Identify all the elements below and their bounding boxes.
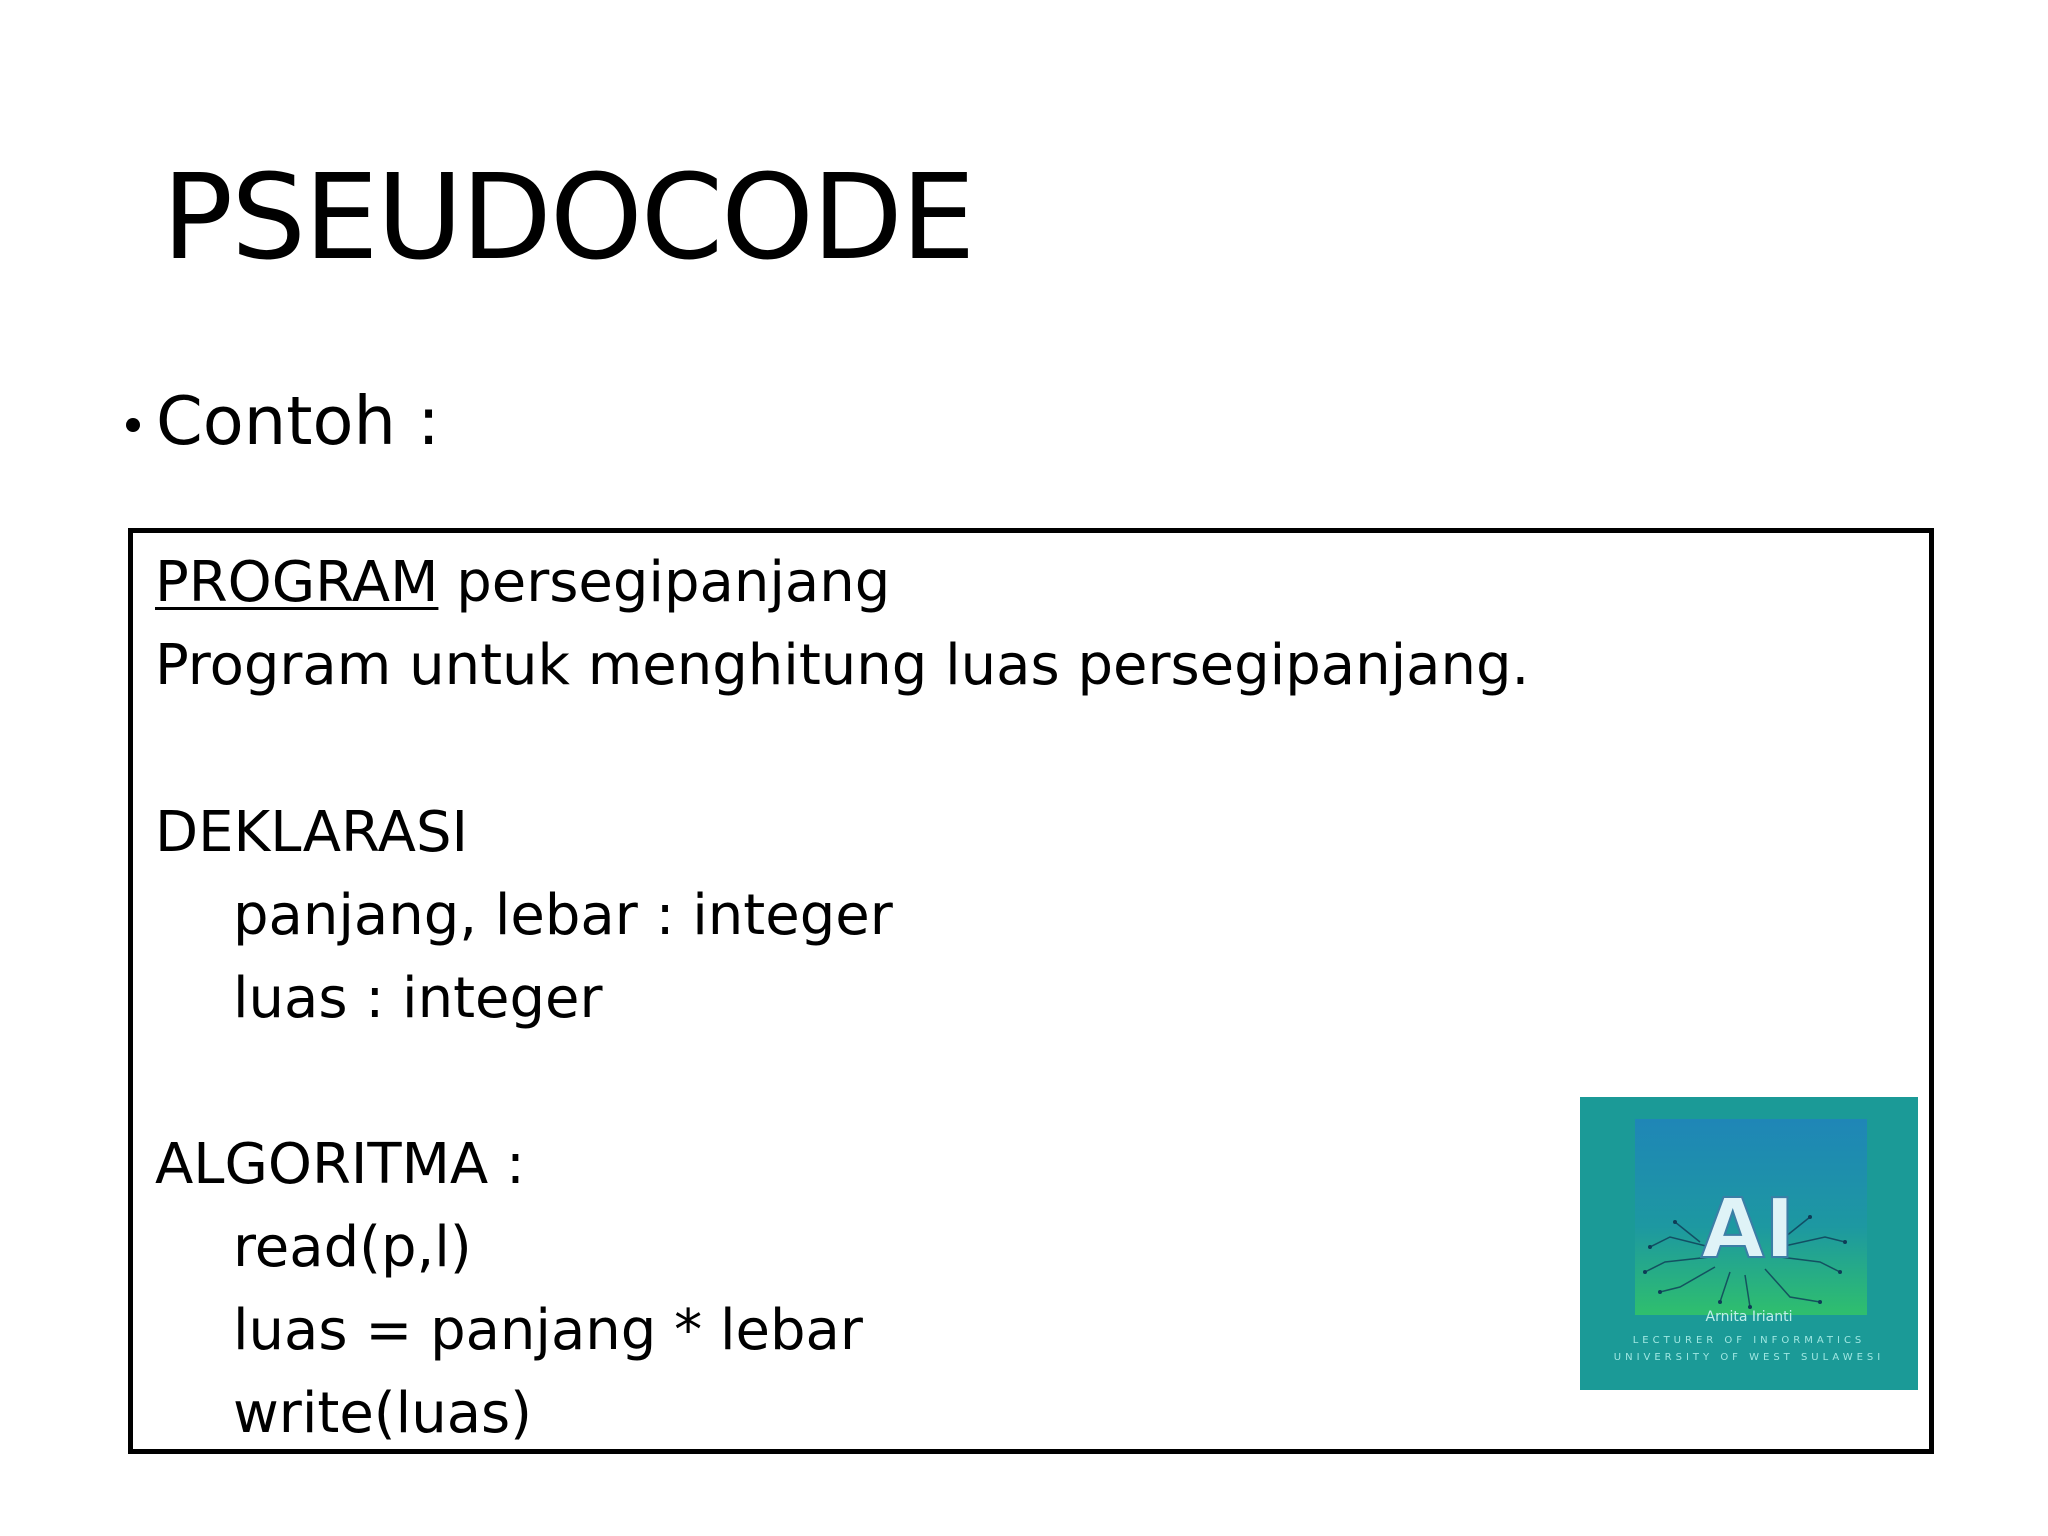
bullet-text: Contoh :: [156, 382, 440, 460]
logo-subtitle: LECTURER OF INFORMATICS: [1632, 1335, 1866, 1346]
algorithm-header: ALGORITMA :: [155, 1132, 525, 1197]
algorithm-line: read(p,l): [233, 1215, 472, 1280]
program-keyword: PROGRAM: [155, 550, 439, 615]
ai-chip-icon: [1580, 1097, 1918, 1390]
logo-name: Arnita Irianti: [1705, 1309, 1793, 1325]
logo-subtitle: UNIVERSITY OF WEST SULAWESI: [1613, 1352, 1885, 1363]
declaration-line: panjang, lebar : integer: [233, 883, 893, 948]
slide-title: PSEUDOCODE: [162, 148, 974, 286]
algorithm-line: write(luas): [233, 1381, 533, 1446]
ai-logo-image: [1580, 1097, 1918, 1390]
bullet-item: [126, 382, 440, 460]
program-line: [155, 550, 891, 615]
declaration-line: luas : integer: [233, 966, 603, 1031]
logo-mark: AI: [1701, 1182, 1795, 1277]
declaration-header: DEKLARASI: [155, 800, 469, 865]
algorithm-line: luas = panjang * lebar: [233, 1298, 863, 1363]
program-name: persegipanjang: [438, 550, 891, 615]
bullet-dot-icon: [126, 418, 140, 432]
program-description: Program untuk menghitung luas persegipanjang.: [155, 633, 1530, 698]
